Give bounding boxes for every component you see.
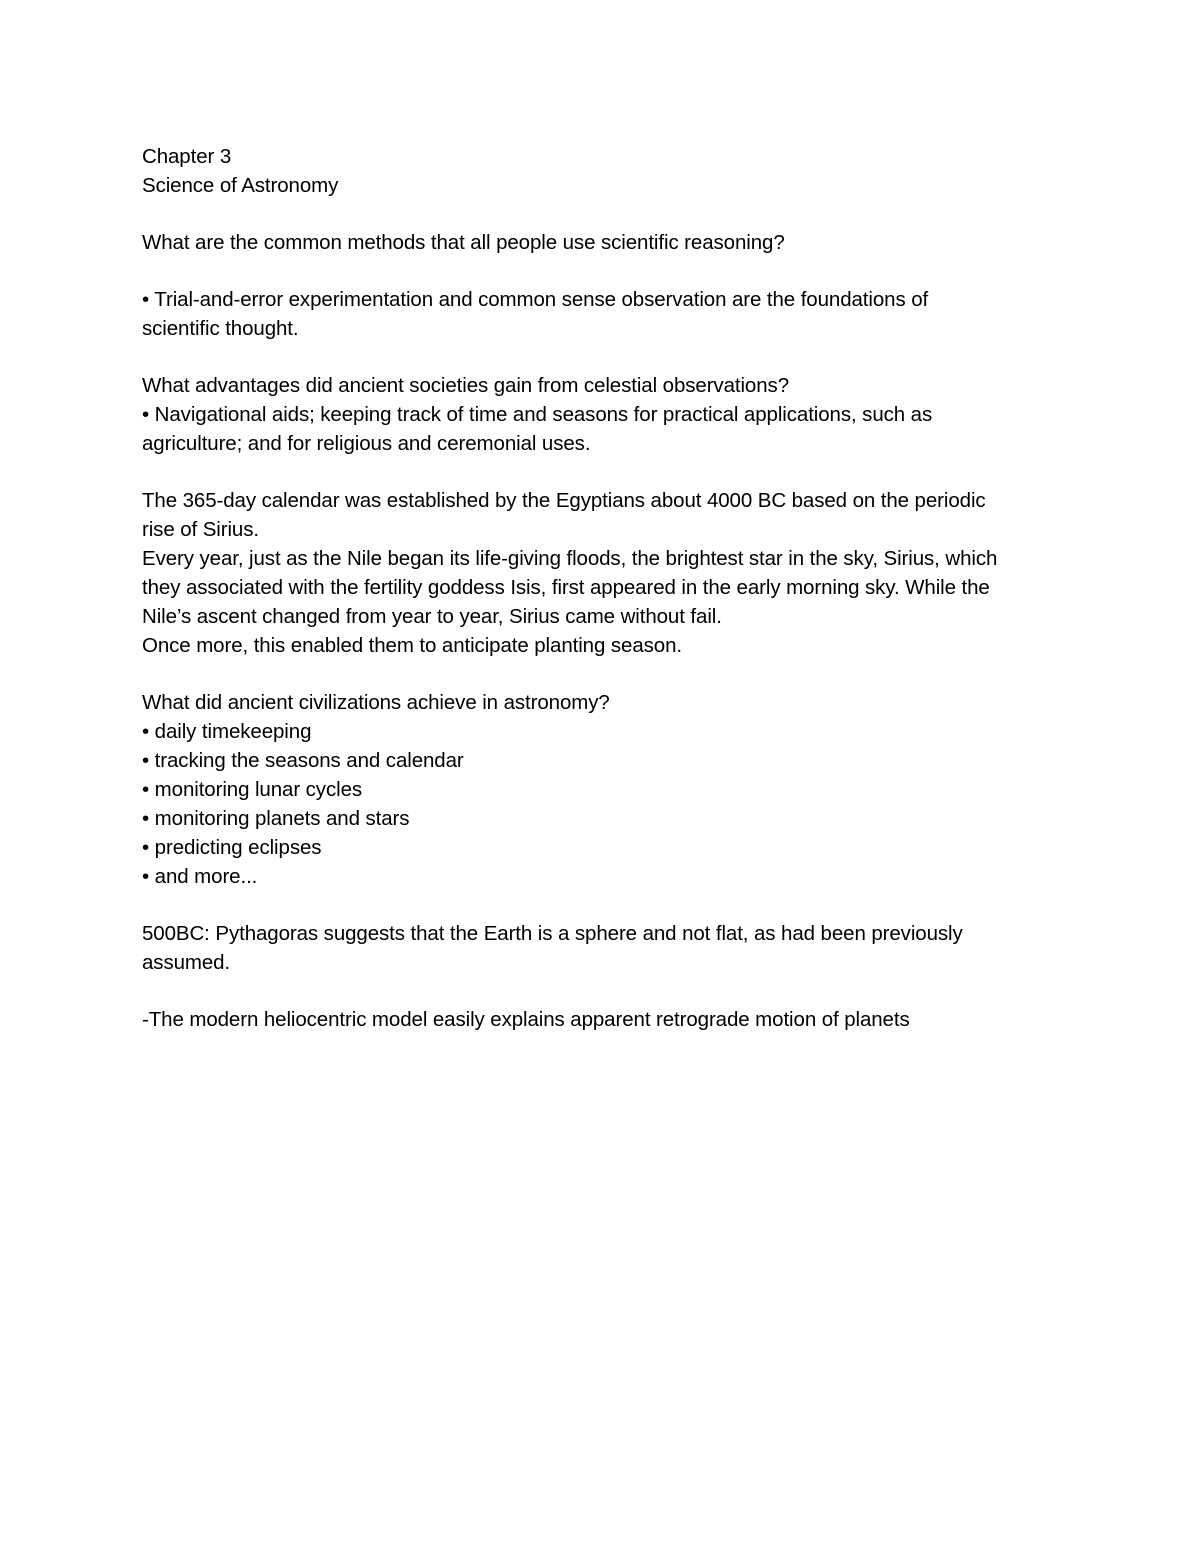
pythagoras-paragraph-line-1: 500BC: Pythagoras suggests that the Earth is a sphere and not flat, as had been previously [142,922,963,945]
calendar-paragraph-line-1: The 365-day calendar was established by the Egyptians about 4000 BC based on the periodic [142,489,986,512]
achievement-list-item: • monitoring planets and stars [142,807,410,830]
paragraph-gap [142,891,1082,919]
paragraph-gap [142,200,1082,228]
question-scientific-reasoning: What are the common methods that all people use scientific reasoning? [142,231,785,254]
answer-scientific-reasoning-line-1: • Trial-and-error experimentation and common sense observation are the foundations of [142,288,929,311]
paragraph-gap [142,458,1082,486]
document-title: Science of Astronomy [142,174,339,197]
calendar-paragraph-line-6: Once more, this enabled them to anticipate planting season. [142,634,682,657]
answer-celestial-advantages-line-1: • Navigational aids; keeping track of time and seasons for practical applications, such as [142,403,933,426]
achievement-list-item: • predicting eclipses [142,836,322,859]
answer-celestial-advantages-line-2: agriculture; and for religious and ceremonial uses. [142,432,591,455]
achievement-list-item: • and more... [142,865,258,888]
achievement-list-item: • daily timekeeping [142,720,312,743]
answer-scientific-reasoning-line-2: scientific thought. [142,317,299,340]
achievement-list-item: • tracking the seasons and calendar [142,749,464,772]
calendar-paragraph-line-2: rise of Sirius. [142,518,259,541]
document-body [142,142,1082,1034]
achievement-list-item: • monitoring lunar cycles [142,778,363,801]
heliocentric-paragraph: -The modern heliocentric model easily explains apparent retrograde motion of planets [142,1008,910,1031]
question-ancient-achievements: What did ancient civilizations achieve in astronomy? [142,691,610,714]
question-celestial-advantages: What advantages did ancient societies gain from celestial observations? [142,374,789,397]
paragraph-gap [142,343,1082,371]
paragraph-gap [142,977,1082,1005]
paragraph-gap [142,257,1082,285]
calendar-paragraph-line-5: Nile’s ascent changed from year to year, Sirius came without fail. [142,605,722,628]
pythagoras-paragraph-line-2: assumed. [142,951,231,974]
calendar-paragraph-line-4: they associated with the fertility goddess Isis, first appeared in the early morning sky. While the [142,576,990,599]
chapter-heading: Chapter 3 [142,145,232,168]
calendar-paragraph-line-3: Every year, just as the Nile began its life-giving floods, the brightest star in the sky, Sirius, which [142,547,998,570]
paragraph-gap [142,660,1082,688]
